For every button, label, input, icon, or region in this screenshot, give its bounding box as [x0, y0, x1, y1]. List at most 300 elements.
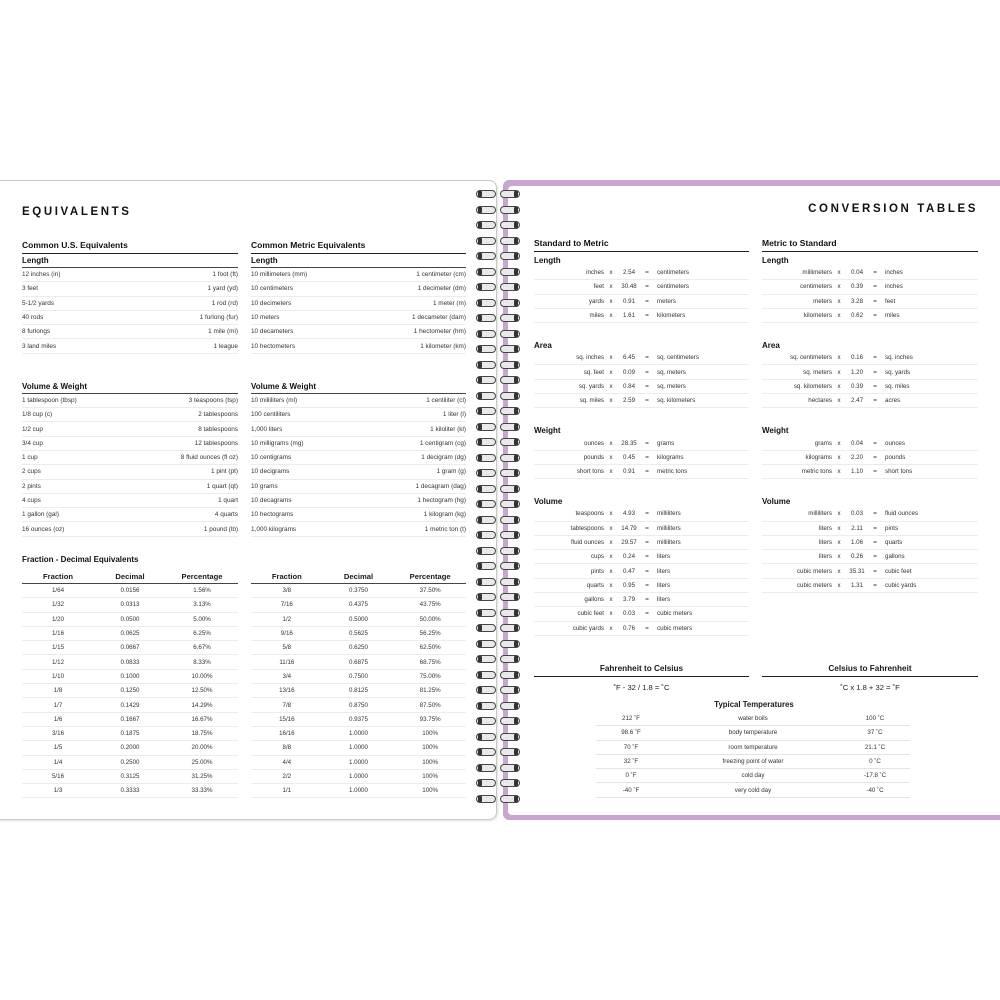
table-row — [534, 564, 749, 578]
factor: 0.04 — [850, 439, 864, 447]
spiral-coil — [474, 219, 524, 231]
list-item — [22, 422, 238, 436]
times-sign: x — [837, 397, 841, 405]
unit-to: cubic feet — [885, 567, 912, 575]
times-sign: x — [837, 283, 841, 291]
list-item — [251, 494, 466, 508]
temperature-rows — [596, 712, 910, 798]
factor: 6.45 — [622, 354, 636, 362]
punch-hole — [514, 610, 518, 616]
table-row — [534, 436, 749, 450]
table-row — [534, 295, 749, 309]
unit-from: meters — [813, 297, 832, 305]
table-row — [762, 309, 978, 323]
table-row — [534, 593, 749, 607]
unit-to: cubic meters — [657, 624, 693, 632]
table-row — [762, 394, 978, 408]
item-from: 1 gallon (gal) — [22, 511, 59, 519]
item-from: 10 milligrams (mg) — [251, 439, 304, 447]
list-item — [251, 522, 466, 536]
item-from: 100 centiliters — [251, 411, 291, 419]
fraction-cell: 1/32 — [51, 601, 65, 609]
equals-sign: = — [645, 312, 649, 320]
item-to: 3 teaspoons (tsp) — [188, 396, 238, 404]
equals-sign: = — [873, 453, 877, 461]
factor: 2.59 — [622, 397, 636, 405]
times-sign: x — [837, 581, 841, 589]
punch-hole — [478, 610, 482, 616]
unit-from: yards — [588, 297, 604, 305]
length-title: Length — [251, 256, 466, 268]
header-fraction: Fraction — [271, 572, 302, 581]
unit-to: cubic meters — [657, 610, 693, 618]
conversion-groups — [534, 256, 749, 636]
decimal-cell: 0.0313 — [120, 601, 140, 609]
spiral-coil — [474, 777, 524, 789]
item-to: 1 hectometer (hm) — [413, 328, 466, 336]
description-cell: body temperature — [728, 729, 778, 737]
fraction-table-right — [251, 569, 466, 798]
factor: 2.20 — [850, 453, 864, 461]
table-row — [534, 266, 749, 280]
percentage-cell: 33.33% — [191, 787, 213, 795]
unit-to: sq. meters — [657, 368, 686, 376]
equals-sign: = — [873, 354, 877, 362]
table-row — [251, 713, 466, 727]
factor: 4.93 — [622, 510, 636, 518]
spiral-coil — [474, 715, 524, 727]
unit-from: hectares — [808, 397, 832, 405]
table-row — [762, 365, 978, 379]
table-row — [534, 622, 749, 636]
group-title: Length — [534, 256, 561, 265]
percentage-cell: 16.67% — [191, 715, 213, 723]
header-percentage: Percentage — [181, 572, 223, 581]
list-item — [251, 339, 466, 353]
equals-sign: = — [645, 567, 649, 575]
unit-from: liters — [818, 539, 832, 546]
table-row — [534, 465, 749, 479]
item-from: 10 centimeters — [251, 285, 293, 293]
table-row — [22, 741, 238, 755]
description-cell: room temperature — [728, 743, 778, 751]
factor: 0.09 — [622, 368, 636, 376]
spiral-coil — [474, 421, 524, 433]
factor: 0.03 — [850, 510, 864, 518]
fraction-cell: 11/16 — [279, 658, 295, 666]
unit-from: quarts — [586, 581, 604, 589]
table-row — [22, 670, 238, 684]
unit-from: liters — [818, 553, 832, 561]
fraction-cell: 1/20 — [51, 615, 65, 623]
page-title: CONVERSION TABLES — [808, 203, 978, 215]
punch-hole — [478, 517, 482, 523]
unit-to: milliliters — [657, 524, 681, 532]
punch-hole — [514, 222, 518, 228]
table-row — [534, 522, 749, 536]
punch-hole — [514, 253, 518, 259]
unit-from: short tons — [576, 468, 604, 476]
item-to: 1 pound (lb) — [203, 525, 238, 533]
equivalents-page — [0, 180, 497, 820]
spiral-coil — [474, 622, 524, 634]
table-row — [534, 365, 749, 379]
punch-hole — [514, 455, 518, 461]
percentage-cell: 1.56% — [193, 587, 211, 595]
punch-hole — [514, 579, 518, 585]
factor: 1.31 — [850, 581, 864, 589]
item-from: 5-1/2 yards — [22, 299, 54, 307]
unit-from: grams — [814, 439, 832, 447]
decimal-cell: 0.2500 — [120, 758, 140, 766]
percentage-cell: 20.00% — [191, 744, 213, 752]
unit-from: sq. yards — [578, 382, 604, 390]
unit-from: gallons — [584, 596, 604, 604]
equals-sign: = — [645, 624, 649, 632]
factor: 0.39 — [850, 382, 864, 390]
factor: 2.47 — [850, 397, 864, 405]
punch-hole — [514, 594, 518, 600]
section-title: Common U.S. Equivalents — [22, 240, 238, 254]
times-sign: x — [609, 610, 613, 618]
factor: 0.84 — [622, 382, 636, 390]
punch-hole — [514, 238, 518, 244]
table-row — [22, 641, 238, 655]
punch-hole — [514, 625, 518, 631]
times-sign: x — [609, 382, 613, 390]
decimal-cell: 0.4375 — [349, 601, 368, 609]
factor: 2.11 — [851, 524, 863, 532]
decimal-cell: 1.0000 — [349, 787, 368, 795]
punch-hole — [478, 191, 482, 197]
unit-to: fluid ounces — [885, 510, 919, 518]
unit-to: kilograms — [657, 453, 684, 461]
list-item — [22, 508, 238, 522]
decimal-cell: 0.3125 — [120, 773, 140, 780]
decimal-cell: 0.1000 — [120, 672, 140, 680]
item-to: 1 decigram (dg) — [421, 454, 466, 462]
table-row — [251, 784, 466, 798]
list-item — [251, 282, 466, 296]
unit-from: inches — [586, 269, 604, 277]
times-sign: x — [837, 553, 841, 561]
equals-sign: = — [645, 354, 649, 362]
punch-hole — [478, 796, 482, 802]
list-item — [251, 408, 466, 422]
decimal-cell: 0.0667 — [120, 644, 140, 652]
decimal-cell: 0.0625 — [120, 630, 140, 638]
spiral-coil — [474, 436, 524, 448]
unit-to: acres — [885, 397, 901, 405]
fraction-cell: 1/3 — [53, 787, 63, 795]
decimal-cell: 0.6875 — [349, 658, 368, 666]
celsius-cell: 21.1 ˚C — [864, 743, 886, 751]
unit-to: grams — [657, 439, 675, 447]
unit-from: tablespoons — [570, 524, 604, 532]
punch-hole — [478, 362, 482, 368]
table-row — [251, 670, 466, 684]
times-sign: x — [609, 397, 613, 405]
section-title: Metric to Standard — [762, 238, 978, 252]
list-item — [251, 465, 466, 479]
item-to: 1 centigram (cg) — [419, 439, 466, 447]
decimal-cell: 0.3333 — [120, 787, 140, 795]
us-length-list — [22, 268, 238, 354]
unit-to: sq. kilometers — [657, 397, 696, 405]
spiral-coil — [474, 343, 524, 355]
factor: 0.16 — [850, 354, 864, 362]
times-sign: x — [837, 539, 841, 546]
table-row — [251, 655, 466, 669]
unit-to: inches — [885, 283, 903, 291]
table-row — [762, 536, 978, 550]
fraction-cell: 1/64 — [51, 587, 65, 595]
list-item — [22, 451, 238, 465]
unit-from: cubic meters — [796, 581, 832, 589]
punch-hole — [514, 470, 518, 476]
item-from: 2 cups — [22, 468, 41, 476]
punch-hole — [514, 796, 518, 802]
punch-hole — [514, 718, 518, 724]
spiral-coil — [474, 746, 524, 758]
decimal-cell: 0.9375 — [349, 715, 368, 723]
celsius-cell: 0 ˚C — [869, 758, 881, 766]
punch-hole — [478, 687, 482, 693]
table-row — [534, 394, 749, 408]
spiral-coil — [474, 312, 524, 324]
spiral-coil — [474, 684, 524, 696]
times-sign: x — [837, 368, 841, 376]
table-row — [22, 727, 238, 741]
spiral-coil — [474, 483, 524, 495]
times-sign: x — [837, 510, 841, 518]
factor: 1.10 — [850, 468, 864, 476]
item-to: 1 yard (yd) — [207, 285, 238, 293]
list-item — [251, 480, 466, 494]
times-sign: x — [609, 567, 613, 575]
item-to: 1 kilogram (kg) — [423, 511, 466, 519]
punch-hole — [478, 439, 482, 445]
fraction-cell: 1/7 — [53, 701, 63, 709]
list-item — [251, 325, 466, 339]
spiral-coil — [474, 328, 524, 340]
punch-hole — [478, 238, 482, 244]
item-to: 1 kilometer (km) — [420, 342, 466, 350]
table-row — [22, 698, 238, 712]
page-title: EQUIVALENTS — [22, 206, 132, 218]
fraction-table-left — [22, 569, 238, 798]
table-row — [22, 684, 238, 698]
c-to-f-formula: ˚C x 1.8 + 32 = ˚F — [840, 683, 900, 692]
unit-to: quarts — [885, 539, 903, 546]
table-row — [762, 380, 978, 394]
factor: 0.47 — [622, 567, 636, 575]
list-item — [22, 297, 238, 311]
decimal-cell: 0.1875 — [120, 730, 140, 738]
table-row — [251, 770, 466, 784]
percentage-cell: 100% — [422, 773, 439, 780]
equals-sign: = — [645, 297, 649, 305]
item-to: 1 decagram (dag) — [415, 482, 466, 490]
spiral-coil — [474, 250, 524, 262]
punch-hole — [478, 207, 482, 213]
item-from: 16 ounces (oz) — [22, 525, 65, 533]
factor: 29.57 — [621, 539, 637, 546]
spiral-coil — [474, 281, 524, 293]
spiral-coil — [474, 607, 524, 619]
times-sign: x — [609, 510, 613, 518]
list-item — [251, 297, 466, 311]
list-item — [22, 282, 238, 296]
unit-from: milliliters — [808, 510, 832, 518]
item-to: 1 league — [213, 342, 238, 350]
list-item — [22, 465, 238, 479]
conversion-groups — [762, 256, 978, 593]
punch-hole — [478, 749, 482, 755]
celsius-cell: -40 ˚C — [866, 786, 884, 794]
list-item — [251, 422, 466, 436]
list-item — [22, 268, 238, 282]
unit-to: milliliters — [657, 510, 681, 518]
unit-from: cubic meters — [796, 567, 832, 575]
times-sign: x — [837, 269, 841, 277]
spiral-coil — [474, 700, 524, 712]
fraction-cell: 1/12 — [51, 658, 65, 666]
unit-to: inches — [885, 269, 903, 277]
table-row — [534, 309, 749, 323]
factor: 2.54 — [622, 269, 636, 277]
punch-hole — [478, 486, 482, 492]
factor: 3.79 — [622, 596, 636, 604]
equals-sign: = — [645, 382, 649, 390]
times-sign: x — [609, 283, 613, 291]
punch-hole — [514, 300, 518, 306]
equals-sign: = — [873, 269, 877, 277]
item-from: 12 inches (in) — [22, 271, 61, 279]
celsius-cell: 37 ˚C — [867, 729, 883, 737]
punch-hole — [514, 641, 518, 647]
fraction-cell: 9/16 — [280, 630, 293, 638]
list-item — [251, 268, 466, 282]
punch-hole — [514, 563, 518, 569]
punch-hole — [514, 548, 518, 554]
unit-to: pints — [885, 524, 899, 532]
decimal-cell: 0.3750 — [349, 587, 368, 595]
spiral-coil — [474, 514, 524, 526]
percentage-cell: 75.00% — [419, 672, 441, 680]
punch-hole — [514, 331, 518, 337]
times-sign: x — [609, 354, 613, 362]
percentage-cell: 25.00% — [191, 758, 213, 766]
percentage-cell: 8.33% — [193, 658, 211, 666]
unit-to: cubic yards — [885, 581, 917, 589]
times-sign: x — [837, 524, 841, 532]
fraction-cell: 1/15 — [51, 644, 65, 652]
unit-from: ounces — [584, 439, 604, 447]
times-sign: x — [837, 468, 841, 476]
fraction-cell: 1/10 — [51, 672, 65, 680]
punch-hole — [514, 284, 518, 290]
decimal-cell: 0.1429 — [120, 701, 140, 709]
table-row — [762, 451, 978, 465]
percentage-cell: 12.50% — [191, 687, 213, 695]
decimal-cell: 0.0156 — [120, 587, 140, 595]
table-row — [762, 465, 978, 479]
unit-from: centimeters — [800, 283, 832, 291]
punch-hole — [478, 703, 482, 709]
equals-sign: = — [645, 368, 649, 376]
table-row — [762, 266, 978, 280]
table-row — [534, 536, 749, 550]
spiral-coil — [474, 452, 524, 464]
celsius-cell: -17.8 ˚C — [863, 772, 887, 780]
item-to: 1 decameter (dam) — [412, 314, 466, 322]
fraction-cell: 13/16 — [279, 687, 295, 695]
metric-length-list — [251, 268, 466, 354]
times-sign: x — [837, 312, 841, 320]
fraction-cell: 1/8 — [53, 687, 63, 695]
fraction-cell: 15/16 — [279, 715, 295, 723]
unit-from: miles — [589, 312, 604, 320]
punch-hole — [478, 408, 482, 414]
punch-hole — [478, 641, 482, 647]
equals-sign: = — [873, 439, 877, 447]
percentage-cell: 18.75% — [191, 730, 213, 738]
equals-sign: = — [873, 524, 877, 532]
item-from: 1 cup — [22, 454, 38, 462]
times-sign: x — [837, 439, 841, 447]
decimal-cell: 0.5625 — [349, 630, 368, 638]
unit-to: short tons — [885, 468, 913, 476]
unit-to: centimeters — [657, 269, 689, 277]
factor: 0.39 — [850, 283, 864, 291]
item-to: 12 tablespoons — [194, 439, 238, 447]
item-to: 1 centimeter (cm) — [416, 271, 466, 279]
fraction-cell: 1/5 — [53, 744, 63, 752]
table-row — [251, 698, 466, 712]
spiral-coil — [474, 498, 524, 510]
spiral-coil — [474, 669, 524, 681]
item-to: 1 centiliter (cl) — [426, 396, 466, 404]
punch-hole — [478, 532, 482, 538]
percentage-cell: 62.50% — [419, 644, 441, 652]
unit-to: liters — [657, 581, 671, 589]
punch-hole — [514, 486, 518, 492]
punch-hole — [478, 222, 482, 228]
fraction-cell: 7/16 — [280, 601, 293, 609]
equals-sign: = — [645, 468, 649, 476]
equals-sign: = — [873, 297, 877, 305]
times-sign: x — [837, 453, 841, 461]
item-to: 1 pint (pt) — [211, 468, 238, 476]
table-row — [251, 741, 466, 755]
fraction-cell: 1/4 — [53, 758, 63, 766]
table-row — [534, 351, 749, 365]
decimal-cell: 0.7500 — [349, 672, 368, 680]
equals-sign: = — [645, 539, 649, 546]
punch-hole — [478, 563, 482, 569]
decimal-cell: 1.0000 — [349, 744, 368, 752]
table-row — [251, 598, 466, 612]
punch-hole — [478, 315, 482, 321]
table-row — [22, 613, 238, 627]
unit-from: feet — [593, 283, 604, 291]
punch-hole — [478, 718, 482, 724]
group-title: Weight — [762, 426, 789, 436]
item-to: 1 gram (g) — [436, 468, 466, 476]
unit-to: sq. miles — [885, 382, 910, 390]
f-to-c-formula: ˚F - 32 / 1.8 = ˚C — [613, 683, 670, 692]
